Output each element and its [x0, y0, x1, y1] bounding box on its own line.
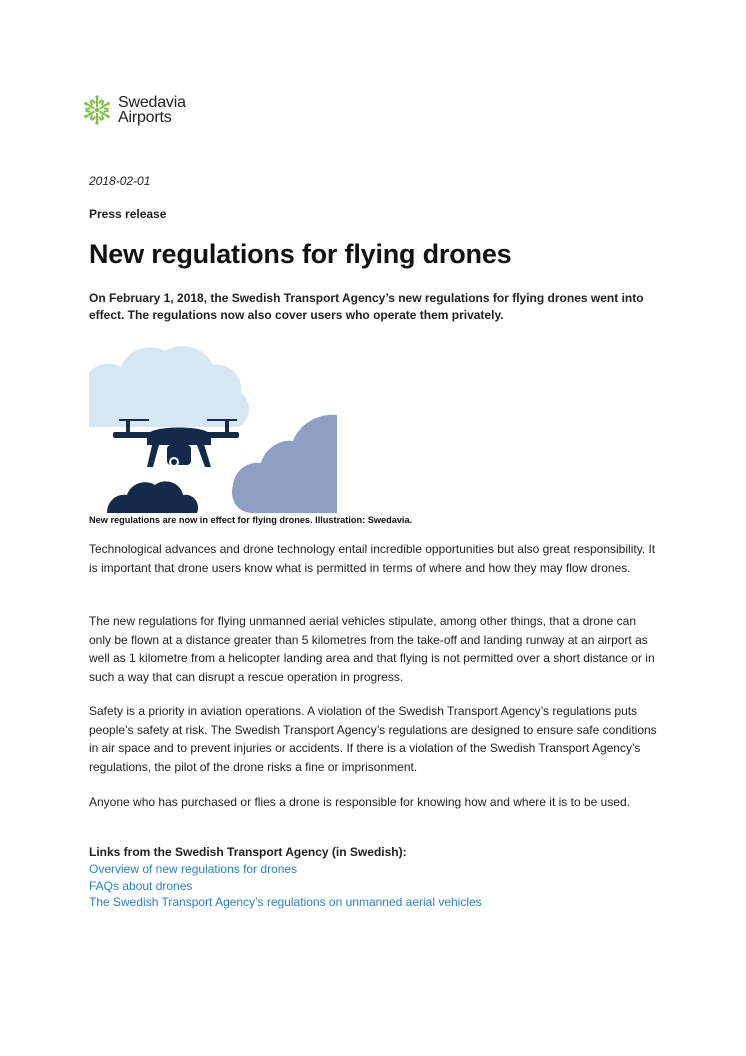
list-item	[89, 861, 482, 878]
brand-line-1: Swedavia	[118, 94, 186, 111]
snowflake-logo-icon	[82, 94, 112, 126]
brand-wordmark	[118, 95, 186, 125]
list-item	[89, 894, 482, 911]
body-paragraph-2: The new regulations for flying unmanned aerial vehicles stipulate, among other things, that a drone can only be flown at a distance greater than 5 kilometres from the take-off and landing runway at an airport as well as 1 kilometre from a helicopter landing area and that flying is not permitted over a short distance or in such a way that can disrupt a rescue operation in progress.	[89, 614, 655, 684]
links-list	[89, 861, 482, 911]
body-paragraph-1: Technological advances and drone technology entail incredible opportunities but also great responsibility. It is important that drone users know what is permitted in terms of where and how they may flow drones.	[89, 542, 656, 575]
lead-paragraph: On February 1, 2018, the Swedish Transport Agency’s new regulations for flying drones went into effect. The regulations now also cover users who operate them privately.	[89, 291, 644, 322]
light-cloud-shape	[89, 346, 249, 427]
body-paragraph-3: Safety is a priority in aviation operations. A violation of the Swedish Transport Agency’s regulations puts people’s safety at risk. The Swedish Transport Agency’s regulations are designed to ensure safe conditions in air space and to prevent injuries or accidents. If there is a violation of the Swedish Transport Agency’s regulations, the pilot of the drone risks a fine or imprisonment.	[89, 704, 657, 774]
brand-line-2: Airports	[118, 109, 172, 126]
brand-logo	[82, 94, 186, 126]
grey-cloud-shape	[232, 415, 337, 513]
body-paragraph-4: Anyone who has purchased or flies a drone is responsible for knowing how and where it is to be used.	[89, 795, 630, 809]
link-uav-regulations[interactable]: The Swedish Transport Agency’s regulations on unmanned aerial vehicles	[89, 895, 482, 909]
drone-illustration	[89, 343, 339, 513]
image-caption: New regulations are now in effect for flying drones. Illustration: Swedavia.	[89, 515, 413, 525]
list-item	[89, 878, 482, 895]
page-title: New regulations for flying drones	[89, 239, 512, 269]
link-faqs-drones[interactable]: FAQs about drones	[89, 878, 193, 893]
link-overview-regulations[interactable]: Overview of new regulations for drones	[89, 862, 298, 876]
links-heading: Links from the Swedish Transport Agency (in Swedish):	[89, 845, 407, 859]
dark-cloud-shape	[107, 481, 198, 513]
document-type: Press release	[89, 207, 167, 221]
release-date: 2018-02-01	[89, 174, 151, 188]
